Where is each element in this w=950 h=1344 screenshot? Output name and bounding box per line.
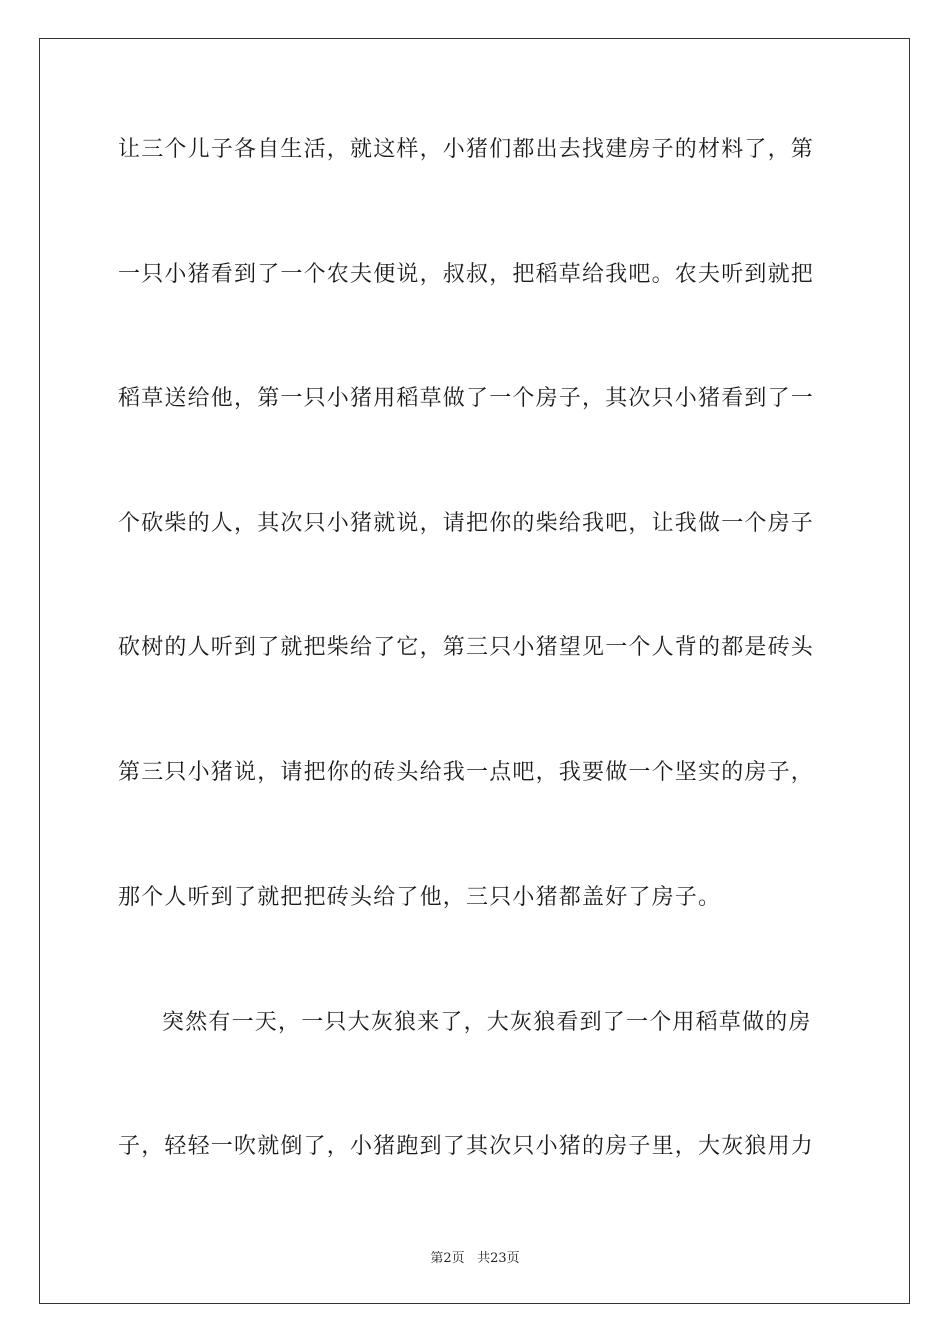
text-line: 第三只小猪说，请把你的砖头给我一点吧，我要做一个坚实的房子，: [118, 760, 815, 785]
page-border: [39, 38, 910, 1304]
paragraph-first-line: 突然有一天，一只大灰狼来了，大灰狼看到了一个用稻草做的房: [162, 1010, 812, 1035]
page-number: 第2页: [430, 1251, 465, 1266]
text-line: 稻草送给他，第一只小猪用稻草做了一个房子，其次只小猪看到了一: [118, 386, 815, 411]
text-line: 个砍柴的人，其次只小猪就说，请把你的柴给我吧，让我做一个房子: [118, 511, 815, 536]
text-line: 一只小猪看到了一个农夫便说，叔叔，把稻草给我吧。农夫听到就把: [118, 262, 815, 287]
text-line: 那个人听到了就把把砖头给了他，三只小猪都盖好了房子。: [118, 885, 722, 910]
page-footer: [0, 1250, 950, 1268]
page-total: 共23页: [477, 1251, 520, 1266]
text-line: 让三个儿子各自生活，就这样，小猪们都出去找建房子的材料了，第: [118, 137, 815, 162]
text-line: 砍树的人听到了就把柴给了它，第三只小猪望见一个人背的都是砖头: [118, 635, 815, 660]
text-line: 子，轻轻一吹就倒了，小猪跑到了其次只小猪的房子里，大灰狼用力: [118, 1134, 815, 1159]
